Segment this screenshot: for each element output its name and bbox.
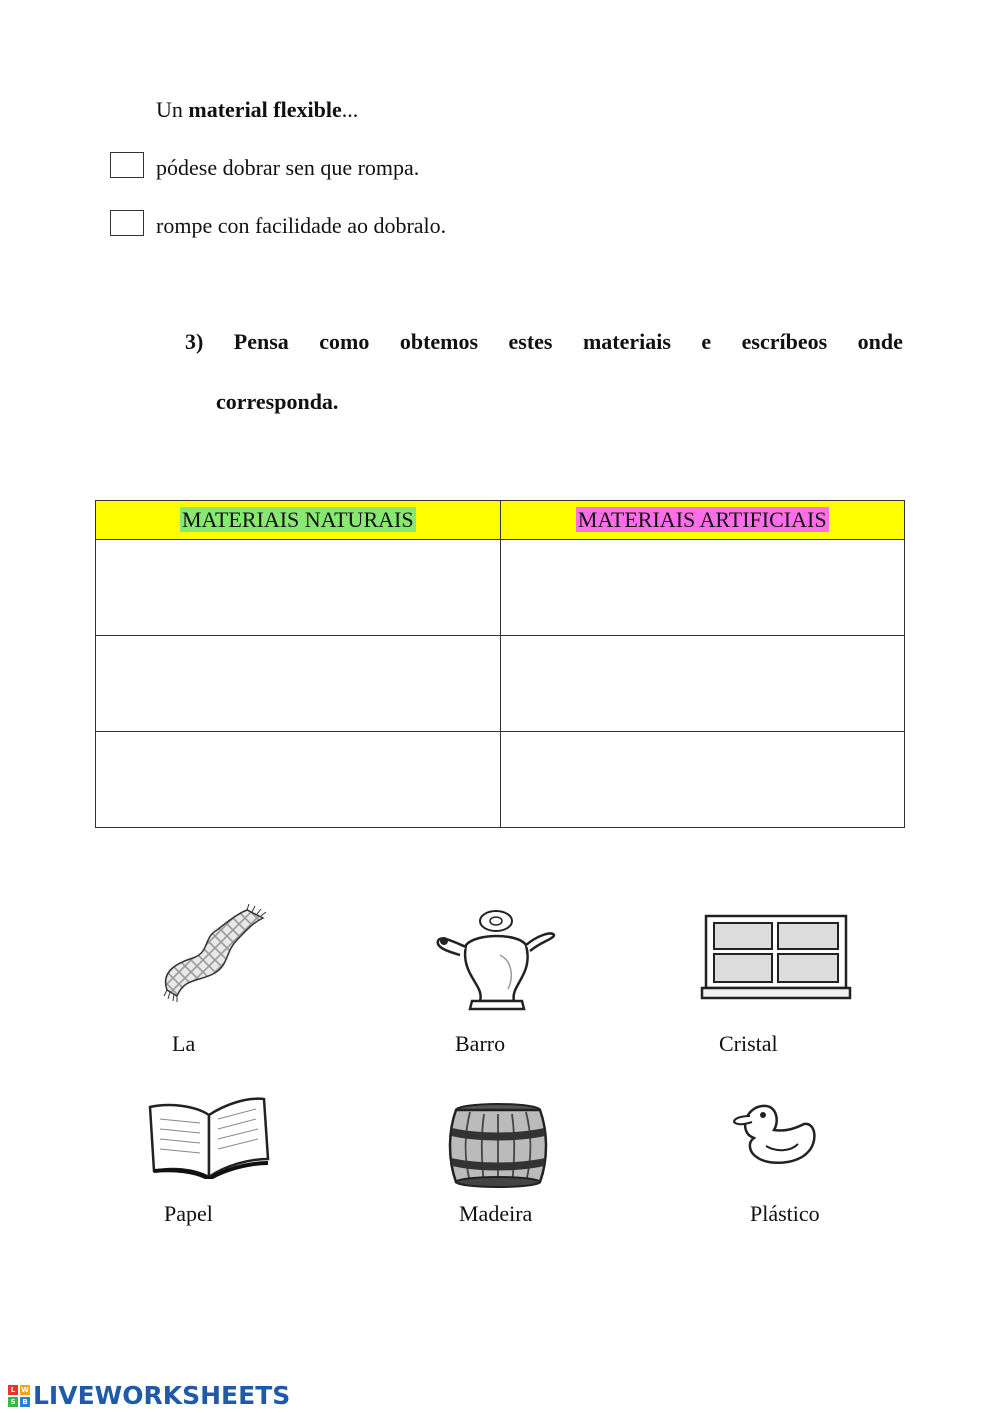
intro-bold: material flexible — [188, 97, 342, 122]
intro-suffix: ... — [341, 97, 359, 122]
question3-line1 — [185, 329, 903, 355]
logo-text: LIVEWORKSHEETS — [33, 1381, 291, 1410]
logo-letter: B — [20, 1397, 30, 1407]
artificial-answer-cell-3[interactable] — [500, 732, 905, 828]
question3-word: e — [701, 329, 712, 354]
item-label-plastico: Plástico — [750, 1201, 820, 1226]
question3-word: escríbeos — [741, 329, 828, 354]
intro-prefix: Un — [156, 97, 189, 122]
item-label-la: La — [172, 1031, 196, 1056]
open-book-icon — [146, 1095, 272, 1179]
materials-table — [95, 500, 905, 828]
table-row — [96, 636, 905, 732]
logo-letter: L — [8, 1385, 18, 1395]
question3-number: 3) — [185, 329, 204, 354]
item-label-madeira: Madeira — [459, 1201, 533, 1226]
table-row — [96, 732, 905, 828]
question3-line2: corresponda. — [216, 389, 339, 414]
natural-answer-cell-1[interactable] — [96, 540, 501, 636]
header-artificial-label: MATERIAIS ARTIFICIAIS — [577, 507, 827, 532]
question3-word: estes — [508, 329, 553, 354]
option-label-2: rompe con facilidade ao dobralo. — [156, 213, 447, 238]
clay-jug-icon — [430, 905, 560, 1013]
natural-answer-cell-2[interactable] — [96, 636, 501, 732]
item-label-barro: Barro — [455, 1031, 506, 1056]
question3-word: como — [319, 329, 370, 354]
header-artificial — [500, 501, 905, 540]
liveworksheets-logo[interactable] — [8, 1381, 290, 1410]
item-label-cristal: Cristal — [719, 1031, 778, 1056]
wool-scarf-icon — [155, 900, 270, 1005]
question3-word: onde — [857, 329, 903, 354]
option-checkbox-1[interactable] — [110, 152, 144, 178]
natural-answer-cell-3[interactable] — [96, 732, 501, 828]
logo-grid-icon — [8, 1385, 30, 1407]
question3-word: obtemos — [399, 329, 479, 354]
item-label-papel: Papel — [164, 1201, 213, 1226]
artificial-answer-cell-2[interactable] — [500, 636, 905, 732]
option-checkbox-2[interactable] — [110, 210, 144, 236]
table-header-row — [96, 501, 905, 540]
wooden-barrel-icon — [448, 1102, 548, 1190]
rubber-duck-icon — [730, 1098, 818, 1168]
question3-word: Pensa — [233, 329, 289, 354]
artificial-answer-cell-1[interactable] — [500, 540, 905, 636]
logo-letter: W — [21, 1385, 29, 1394]
header-natural-label: MATERIAIS NATURAIS — [181, 507, 414, 532]
glass-window-icon — [700, 912, 852, 1002]
question3-word: materiais — [582, 329, 671, 354]
table-row — [96, 540, 905, 636]
header-natural — [96, 501, 501, 540]
option-label-1: pódese dobrar sen que rompa. — [156, 155, 420, 180]
intro-text — [156, 97, 358, 123]
logo-letter: S — [8, 1397, 18, 1407]
